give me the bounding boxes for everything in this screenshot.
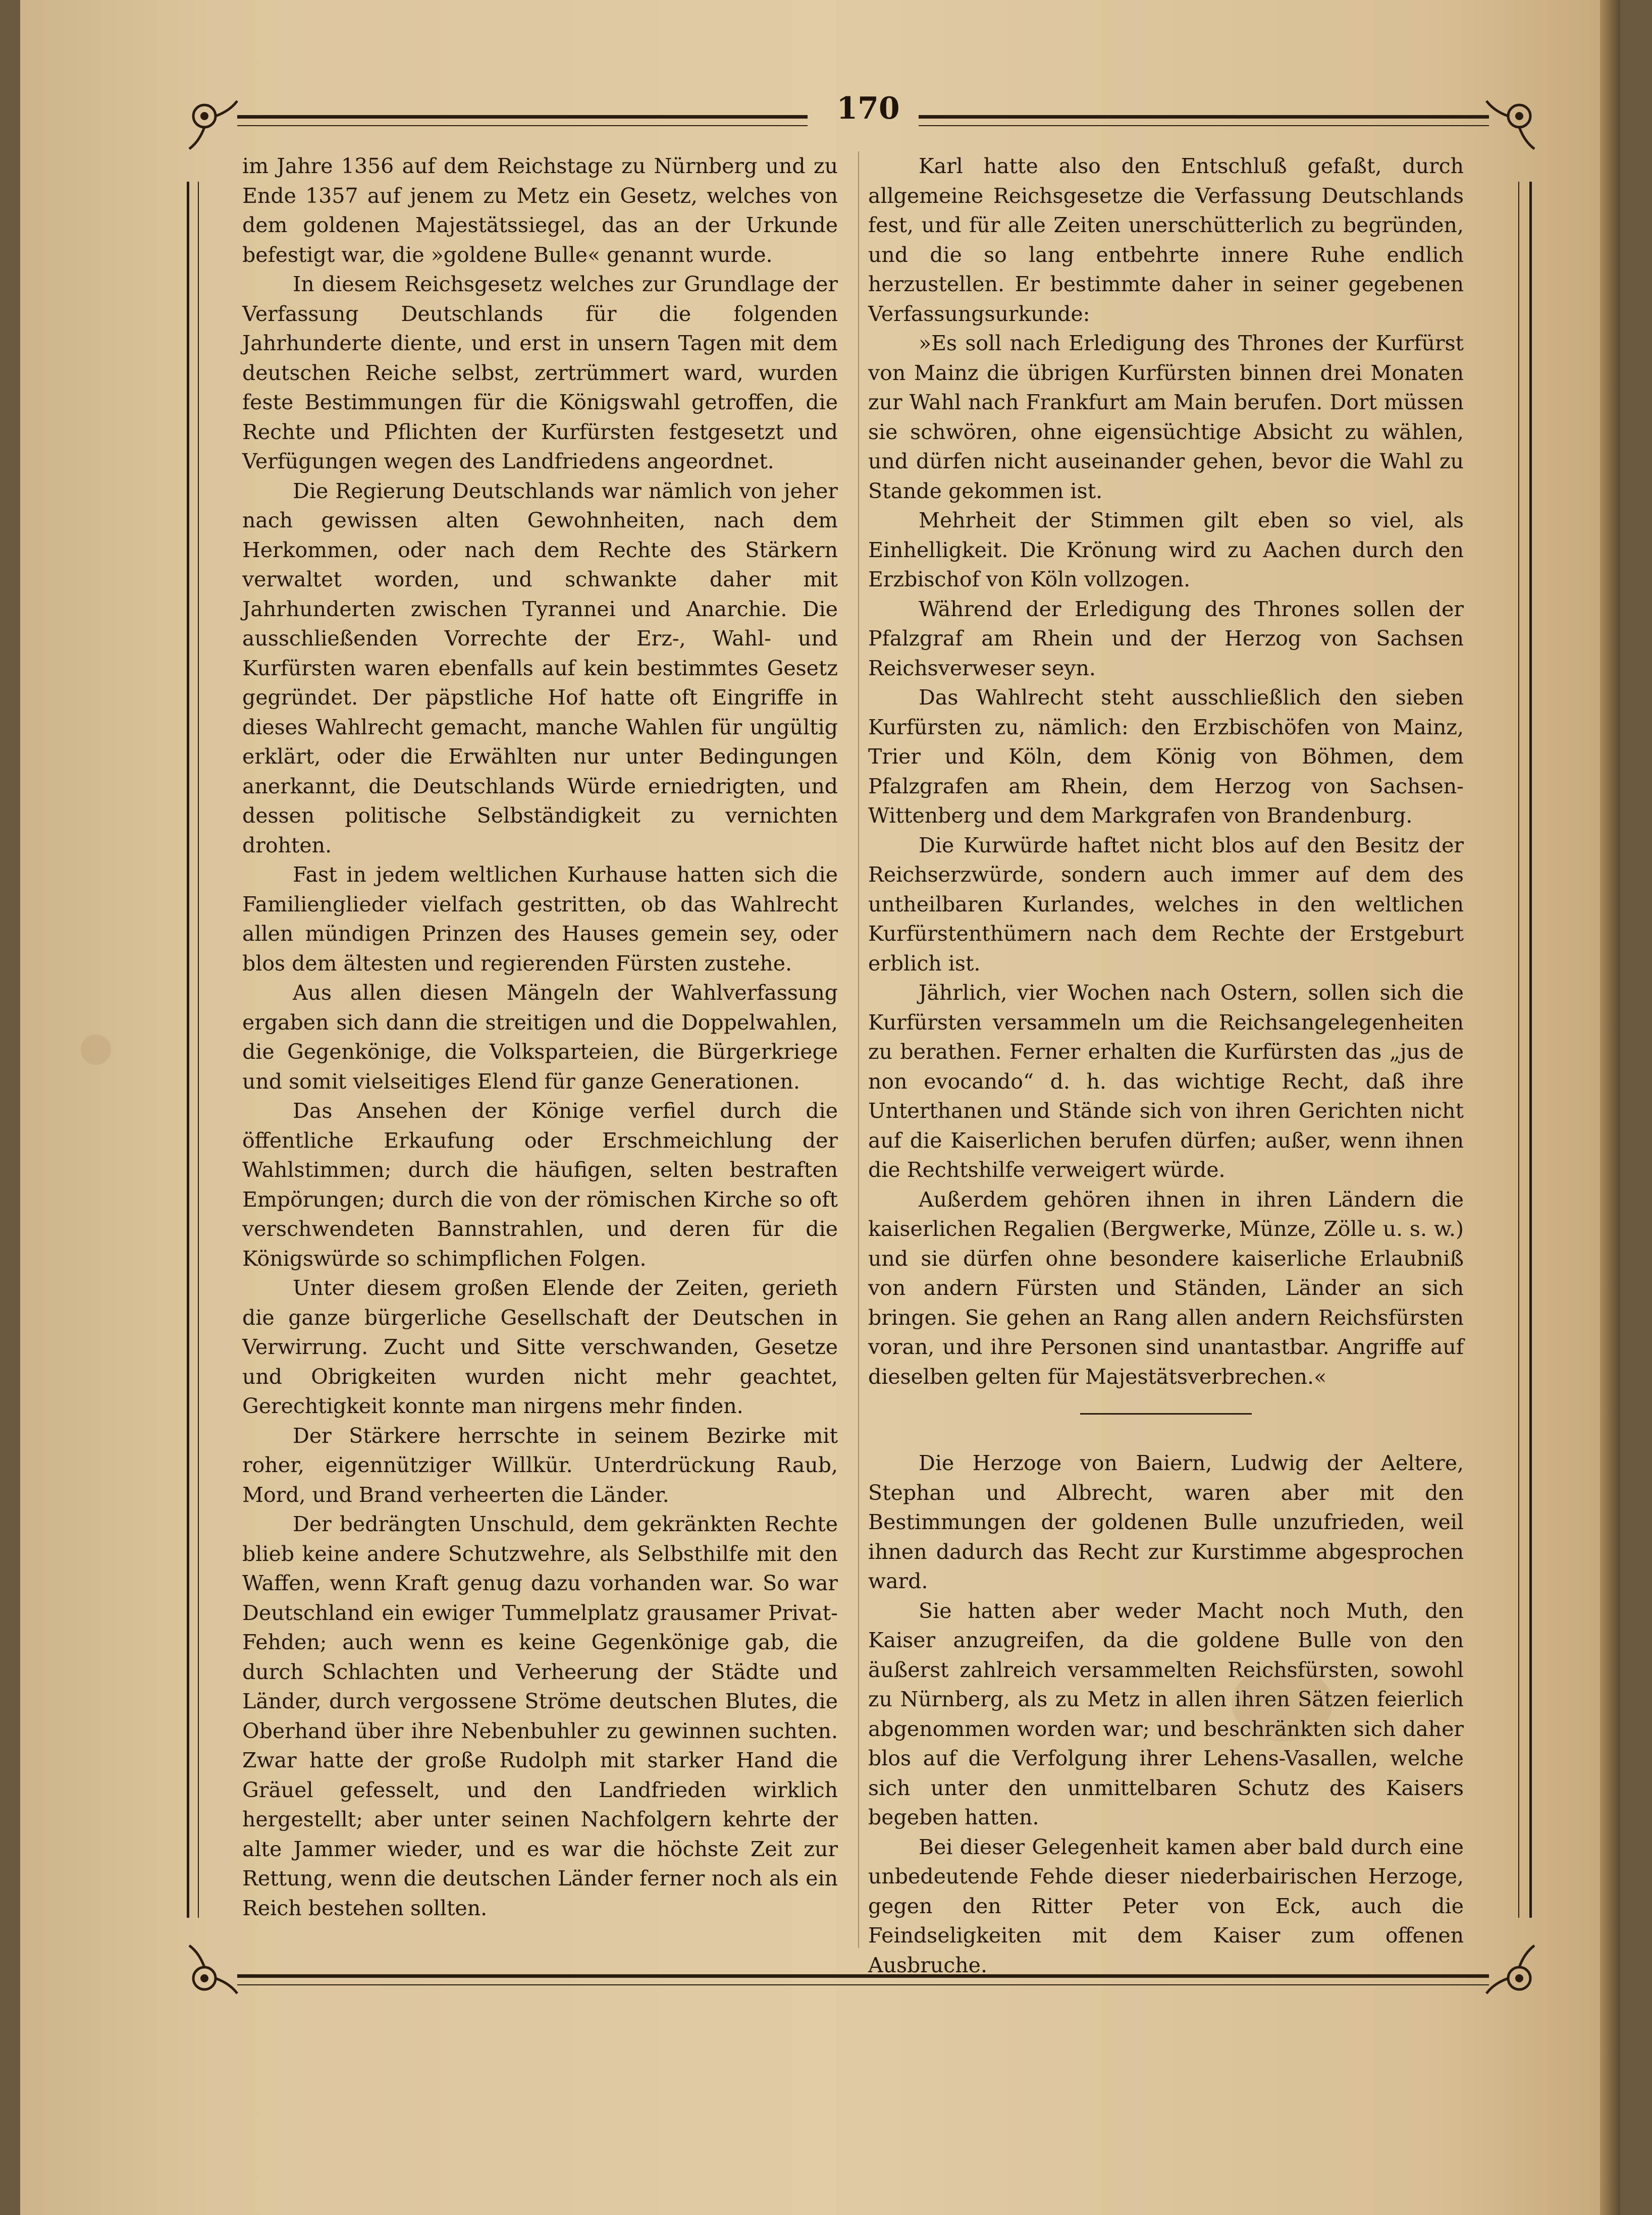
- paragraph: Der Stärkere herrschte in seinem Bezirke mit roher, eigennütziger Willkür. Unterdrückung Raub, Mord, und Brand verheerten die Länder.: [242, 1423, 838, 1507]
- paragraph: Das Wahlrecht steht ausschließlich den sieben Kurfürsten zu, nämlich: den Erzbischöfen von Mainz, Trier und Köln, dem König von Böhmen, dem Pfalzgrafen am Rhein, dem Herzog von Sachsen-Wittenberg und dem Markgrafen von Brandenburg.: [868, 685, 1464, 828]
- paragraph: Die Regierung Deutschlands war nämlich von jeher nach gewissen alten Gewohnheiten, nach dem Herkommen, oder nach dem Rechte des Stärkern verwaltet worden, und schwankte daher mit Jahrhunderten zwischen Tyrannei und Anarchie. Die ausschließenden Vorrechte der Erz-, Wahl- und Kurfürsten waren ebenfalls auf kein bestimmtes Gesetz gegründet. Der päpstliche Hof hatte oft Eingriffe in dieses Wahlrecht gemacht, manche Wahlen für ungültig erklärt, oder die Erwählten nur unter Bedingungen anerkannt, die Deutschlands Würde erniedrigten, und dessen politische Selbständigkeit zu vernichten drohten.: [242, 478, 838, 857]
- top-rule-left-thin: [237, 125, 808, 126]
- paragraph: »Es soll nach Erledigung des Thrones der Kurfürst von Mainz die übrigen Kurfürsten binnen drei Monaten zur Wahl nach Frankfurt am Main berufen. Dort müssen sie schwören, ohne eigensüchtige Absicht zu wählen, und dürfen nicht auseinander gehen, bevor die Wahl zu Stande gekommen ist.: [868, 331, 1464, 503]
- right-rule: [1529, 182, 1532, 1918]
- top-rule-right: [919, 115, 1489, 119]
- paragraph: Das Ansehen der Könige verfiel durch die öffentliche Erkaufung oder Erschmeichlung der Wahlstimmen; durch die häufigen, selten bestraften Empörungen; durch die von der römischen Kirche so oft verschwendeten Bannstrahlen, und deren für die Königswürde so schimpflichen Folgen.: [242, 1099, 838, 1271]
- paragraph: In diesem Reichsgesetz welches zur Grundlage der Verfassung Deutschlands für die folgenden Jahrhunderte diente, und erst in unsern Tagen mit dem deutschen Reiche selbst, zertrümmert ward, wurden feste Bestimmungen für die Königswahl getroffen, die Rechte und Pflichten der Kurfürsten festgesetzt und Verfügungen wegen des Landfriedens angeordnet.: [242, 272, 838, 473]
- paragraph: Die Herzoge von Baiern, Ludwig der Aeltere, Stephan und Albrecht, waren aber mit den Bestimmungen der goldenen Bulle unzufrieden, weil ihnen dadurch das Recht zur Kurstimme abgesprochen ward.: [868, 1451, 1464, 1593]
- bottom-rule-thin: [237, 1984, 1489, 1985]
- corner-ornament-icon: [1484, 1943, 1544, 2004]
- paragraph: Die Kurwürde haftet nicht blos auf den Besitz der Reichserzwürde, sondern auch immer auf dem des untheilbaren Kurlandes, welches in den weltlichen Kurfürstenthümern nach dem Rechte der Erstgeburt erblich ist.: [868, 833, 1464, 976]
- right-rule-thin: [1518, 182, 1519, 1918]
- paragraph: Unter diesem großen Elende der Zeiten, gerieth die ganze bürgerliche Gesellschaft der Deutschen in Verwirrung. Zucht und Sitte verschwanden, Gesetze und Obrigkeiten wurden nicht mehr geachtet, Gerechtigkeit konnte man nirgens mehr finden.: [242, 1276, 838, 1418]
- top-rule-left: [237, 115, 808, 119]
- book-spine: [1600, 0, 1620, 2215]
- paragraph: Aus allen diesen Mängeln der Wahlverfassung ergaben sich dann die streitigen und die Doppelwahlen, die Gegenkönige, die Volksparteien, die Bürgerkriege und somit vielseitiges Elend für ganze Generationen.: [242, 981, 838, 1094]
- right-column: [868, 151, 1464, 1391]
- corner-ornament-icon: [1484, 91, 1544, 151]
- paragraph: Während der Erledigung des Thrones sollen der Pfalzgraf am Rhein und der Herzog von Sachsen Reichsverweser seyn.: [868, 597, 1464, 680]
- paragraph: Mehrheit der Stimmen gilt eben so viel, als Einhelligkeit. Die Krönung wird zu Aachen durch den Erzbischof von Köln vollzogen.: [868, 508, 1464, 591]
- right-column-continued: [868, 1448, 1464, 1980]
- paragraph: Karl hatte also den Entschluß gefaßt, durch allgemeine Reichsgesetze die Verfassung Deutschlands fest, und für alle Zeiten unerschütterlich zu begründen, und die so lang entbehrte innere Ruhe endlich herzustellen. Er bestimmte daher in seiner gegebenen Verfassungsurkunde:: [868, 154, 1464, 326]
- top-rule-right-thin: [919, 125, 1489, 126]
- section-separator: [1080, 1413, 1252, 1415]
- paper-stain: [81, 1035, 111, 1065]
- left-column: [242, 151, 838, 1923]
- left-rule: [187, 182, 189, 1918]
- left-rule-thin: [198, 182, 199, 1918]
- paragraph: im Jahre 1356 auf dem Reichstage zu Nürnberg und zu Ende 1357 auf jenem zu Metz ein Gesetz, welches von dem goldenen Majestätssiegel, das an der Urkunde befestigt war, die »goldene Bulle« genannt wurde.: [242, 154, 838, 267]
- corner-ornament-icon: [179, 1943, 240, 2004]
- page-number: 170: [836, 91, 900, 126]
- paragraph: Der bedrängten Unschuld, dem gekränkten Rechte blieb keine andere Schutzwehre, als Selbsthilfe mit den Waffen, wenn Kraft genug dazu vorhanden war. So war Deutschland ein ewiger Tummelplatz grausamer Privat-Fehden; auch wenn es keine Gegenkönige gab, die durch Schlachten und Verheerung der Städte und Länder, durch vergossene Ströme deutschen Blutes, die Oberhand über ihre Nebenbuhler zu gewinnen suchten. Zwar hatte der große Rudolph mit starker Hand die Gräuel gefesselt, und den Landfrieden wirklich hergestellt; aber unter seinen Nachfolgern kehrte der alte Jammer wieder, und es war die höchste Zeit zur Rettung, wenn die deutschen Länder ferner noch als ein Reich bestehen sollten.: [242, 1512, 838, 1920]
- paragraph: Außerdem gehören ihnen in ihren Ländern die kaiserlichen Regalien (Bergwerke, Münze, Zölle u. s. w.) und sie dürfen ohne besondere kaiserliche Erlaubniß von andern Fürsten und Ständen, Länder an sich bringen. Sie gehen an Rang allen andern Reichsfürsten voran, und ihre Personen sind unantastbar. Angriffe auf dieselben gelten für Majestätsverbrechen.«: [868, 1187, 1464, 1389]
- paragraph: Sie hatten aber weder Macht noch Muth, den Kaiser anzugreifen, da die goldene Bulle von den äußerst zahlreich versammelten Reichsfürsten, sowohl zu Nürnberg, als zu Metz in allen ihren Sätzen feierlich abgenommen worden war; und beschränkten sich daher blos auf die Verfolgung ihrer Lehens-Vasallen, welche sich unter den unmittelbaren Schutz des Kaisers begeben hatten.: [868, 1598, 1464, 1829]
- corner-ornament-icon: [179, 91, 240, 151]
- column-divider: [858, 151, 859, 1948]
- paragraph: Bei dieser Gelegenheit kamen aber bald durch eine unbedeutende Fehde dieser niederbairischen Herzoge, gegen den Ritter Peter von Eck, auch die Feindseligkeiten mit dem Kaiser zum offenen Ausbruche.: [868, 1834, 1464, 1977]
- paragraph: Jährlich, vier Wochen nach Ostern, sollen sich die Kurfürsten versammeln um die Reichsangelegenheiten zu berathen. Ferner erhalten die Kurfürsten das „jus de non evocando“ d. h. das wichtige Recht, daß ihre Unterthanen und Stände sich von ihren Gerichten nicht auf die Kaiserlichen berufen dürfen; außer, wenn ihnen die Rechtshilfe verweigert würde.: [868, 981, 1464, 1182]
- paragraph: Fast in jedem weltlichen Kurhause hatten sich die Familienglieder vielfach gestritten, ob das Wahlrecht allen mündigen Prinzen des Hauses gemein sey, oder blos dem ältesten und regierenden Fürsten zustehe.: [242, 862, 838, 976]
